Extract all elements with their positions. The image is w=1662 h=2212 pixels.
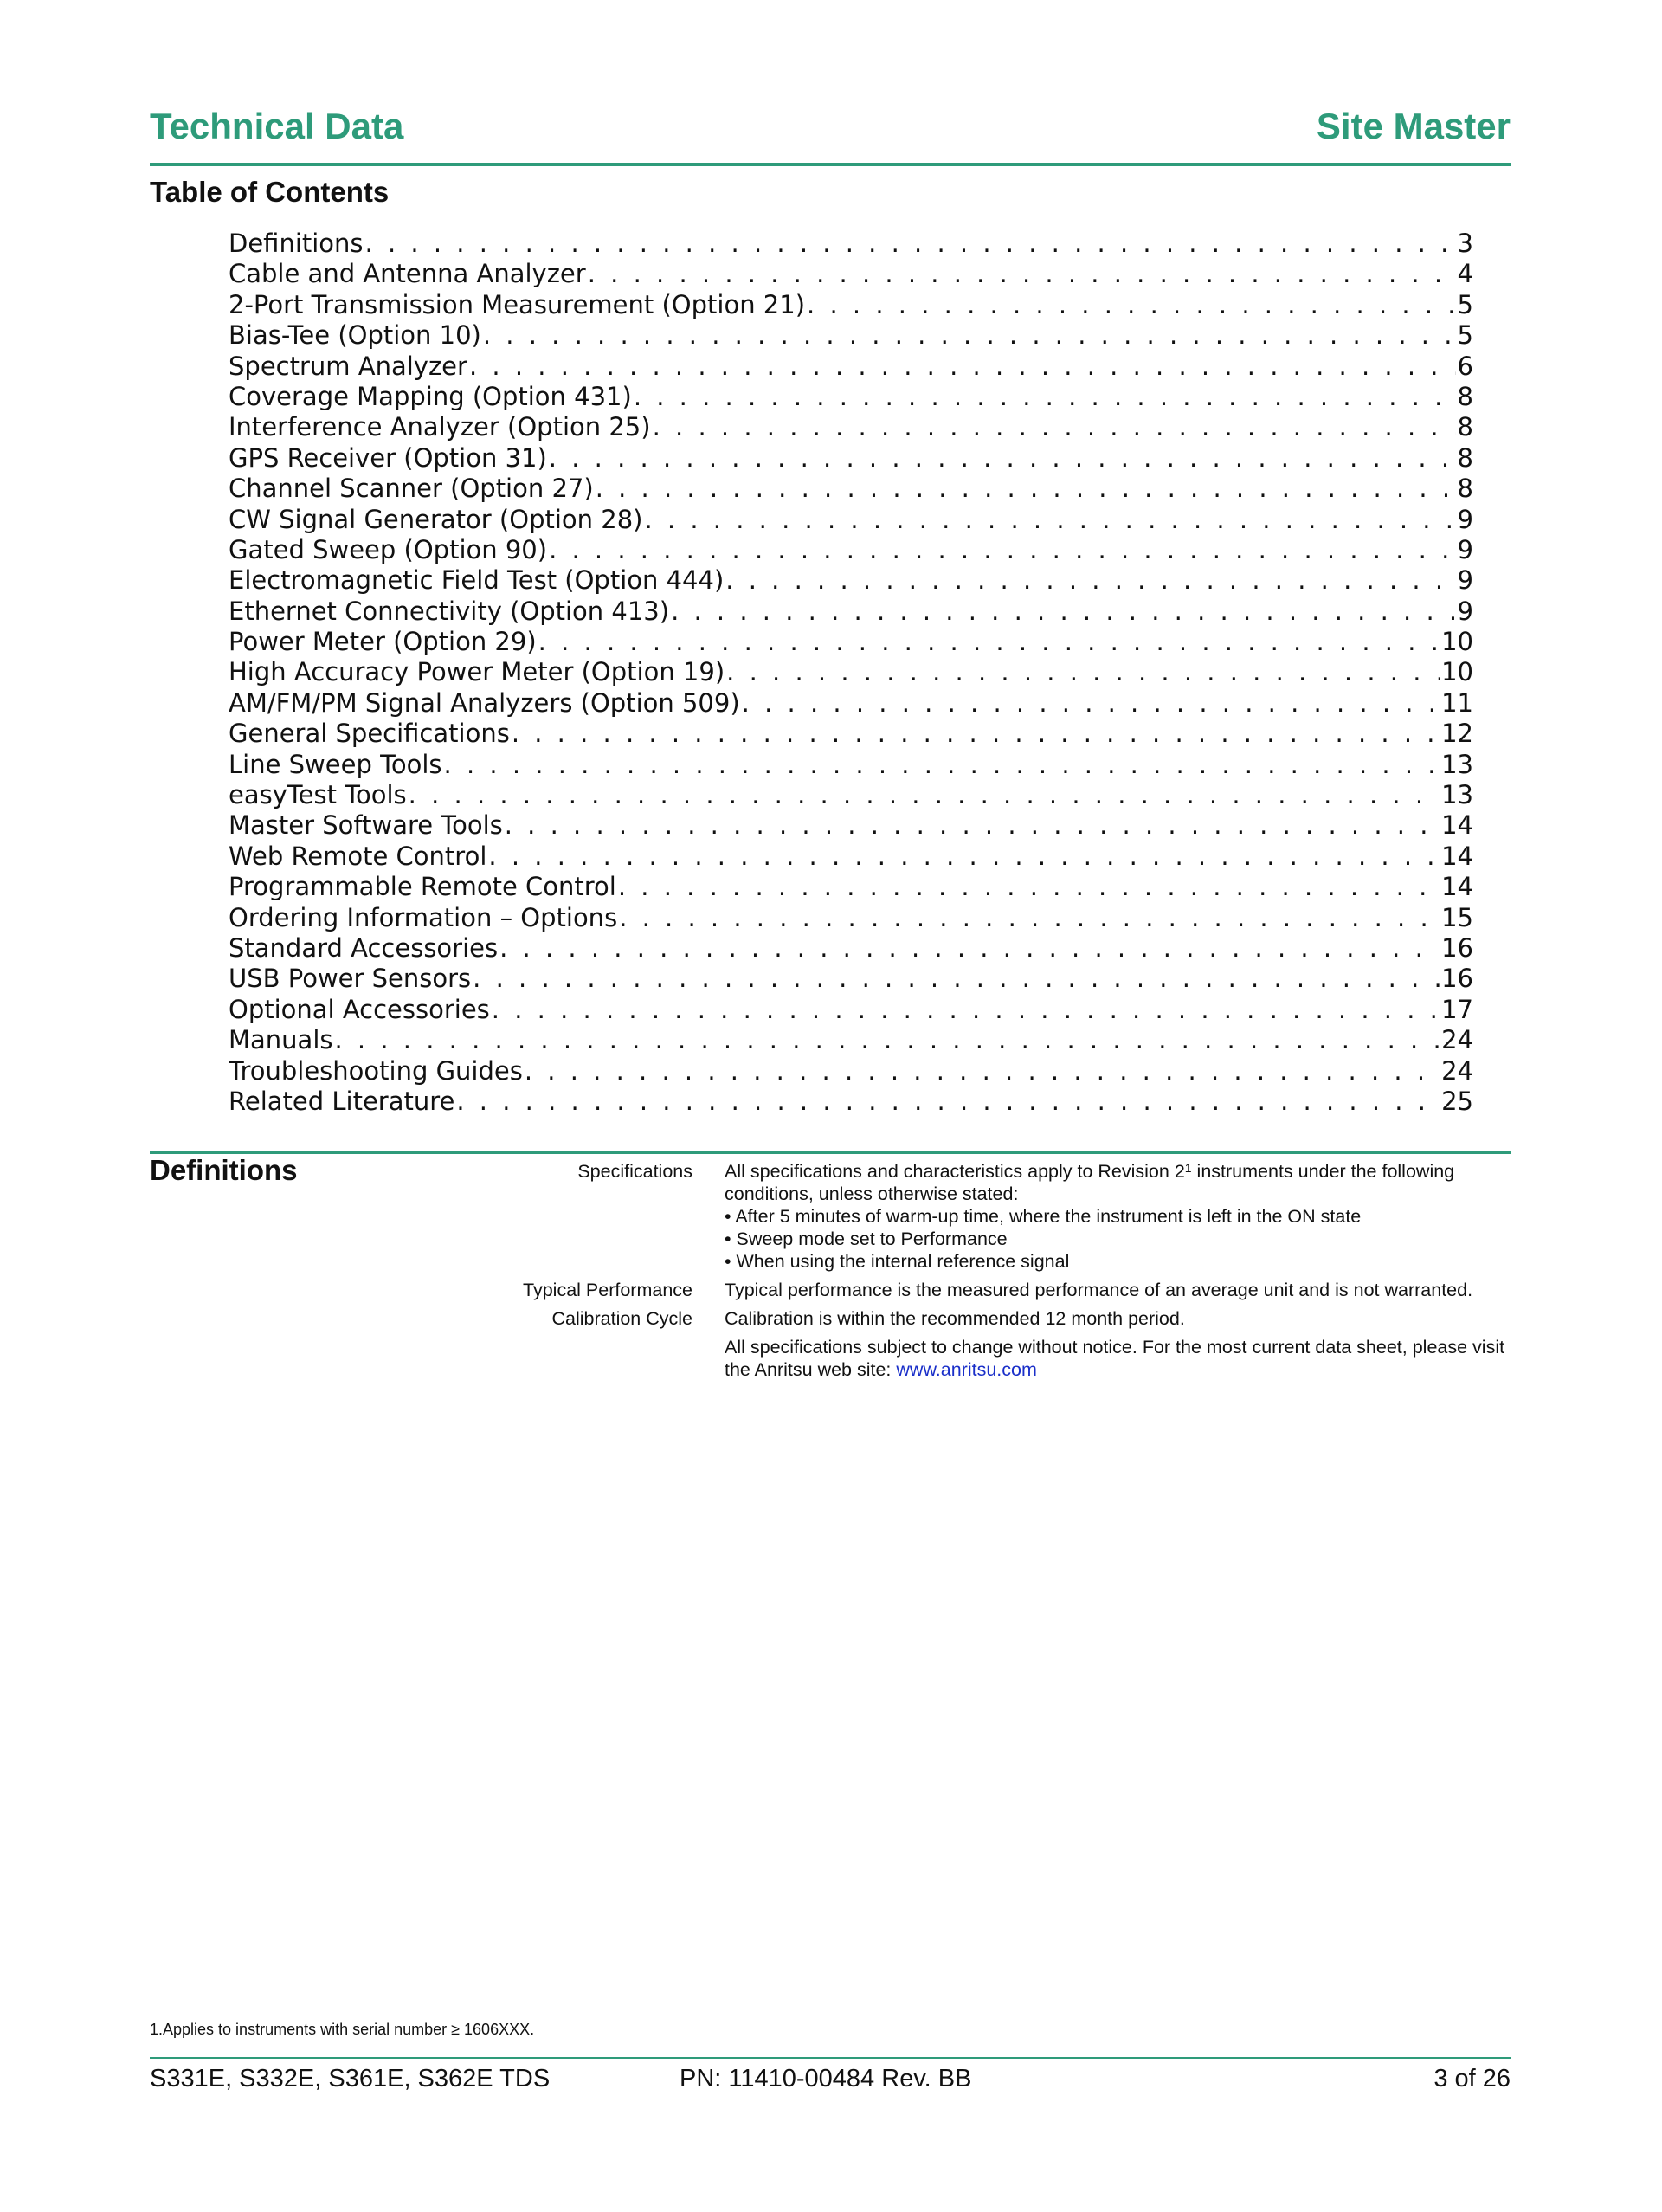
toc-entry-page: 8	[1457, 381, 1473, 411]
toc-entry[interactable]	[229, 903, 1473, 933]
toc-entry-page: 12	[1441, 719, 1473, 749]
specifications-text-part: instruments under the following conditions, unless otherwise stated:	[725, 1161, 1455, 1204]
toc-dot-leader	[444, 750, 1440, 780]
section-divider	[150, 1151, 1511, 1154]
footer-page-number: 3 of 26	[1433, 2065, 1511, 2093]
page-header	[150, 102, 1511, 166]
toc-entry-page: 8	[1457, 442, 1473, 473]
toc-entry-page: 8	[1457, 474, 1473, 504]
toc-dot-leader	[807, 290, 1456, 320]
toc-dot-leader	[596, 474, 1456, 504]
specifications-text-part: All specifications and characteristics apply to Revision 2	[725, 1161, 1185, 1182]
document-type-title: Technical Data	[150, 106, 404, 146]
toc-entry-label: Related Literature	[229, 1086, 455, 1116]
definition-term: Typical Performance	[523, 1280, 692, 1300]
page	[150, 0, 1511, 2212]
toc-entry[interactable]	[229, 290, 1473, 320]
toc-entry[interactable]	[229, 597, 1473, 627]
condition-bullet: • When using the internal reference signal	[725, 1250, 1511, 1273]
toc-entry-label: General Specifications	[229, 719, 510, 749]
toc-entry-page: 16	[1441, 932, 1473, 963]
toc-entry-page: 24	[1441, 1025, 1473, 1055]
toc-entry[interactable]	[229, 259, 1473, 289]
toc-dot-leader	[409, 780, 1440, 810]
page-footer	[150, 2057, 1511, 2102]
toc-entry[interactable]	[229, 1087, 1473, 1117]
toc-entry-label: Coverage Mapping (Option 431)	[229, 381, 632, 411]
toc-entry[interactable]	[229, 872, 1473, 902]
toc-entry-page: 10	[1441, 627, 1473, 657]
toc-entry[interactable]	[229, 750, 1473, 780]
toc-dot-leader	[492, 995, 1440, 1025]
toc-entry[interactable]	[229, 443, 1473, 474]
product-title: Site Master	[1316, 106, 1511, 146]
definition-row-calibration	[314, 1307, 1511, 1330]
toc-entry[interactable]	[229, 933, 1473, 964]
toc-entry-label: AM/FM/PM Signal Analyzers (Option 509)	[229, 687, 740, 718]
toc-dot-leader	[619, 903, 1440, 933]
toc-dot-leader	[473, 964, 1440, 994]
condition-bullet: • After 5 minutes of warm-up time, where the instrument is left in the ON state	[725, 1205, 1511, 1228]
toc-entry-label: Definitions	[229, 229, 364, 258]
toc-dot-leader	[634, 382, 1456, 412]
footnote-marker: 1	[1184, 1161, 1192, 1175]
toc-entry-page: 10	[1441, 657, 1473, 687]
toc-entry-page: 8	[1457, 412, 1473, 442]
toc-entry-page: 9	[1457, 565, 1473, 596]
toc-entry-label: High Accuracy Power Meter (Option 19)	[229, 657, 725, 687]
toc-dot-leader	[469, 351, 1456, 382]
toc-entry-label: Power Meter (Option 29)	[229, 627, 537, 657]
toc-entry-page: 15	[1441, 902, 1473, 932]
toc-entry-label: CW Signal Generator (Option 28)	[229, 504, 643, 534]
definition-term: Specifications	[577, 1161, 692, 1182]
toc-entry[interactable]	[229, 1056, 1473, 1087]
toc-entry-label: Master Software Tools	[229, 810, 503, 841]
definition-row-notice	[314, 1336, 1511, 1381]
anritsu-website-link[interactable]: www.anritsu.com	[896, 1359, 1037, 1380]
definition-description: Calibration is within the recommended 12 month period.	[725, 1308, 1185, 1329]
toc-entry-label: Electromagnetic Field Test (Option 444)	[229, 565, 725, 596]
toc-dot-leader	[505, 810, 1440, 841]
toc-entry[interactable]	[229, 627, 1473, 657]
toc-entry-page: 9	[1457, 504, 1473, 534]
definition-term: Calibration Cycle	[551, 1308, 692, 1329]
toc-entry-label: Spectrum Analyzer	[229, 351, 467, 381]
definitions-heading: Definitions	[150, 1154, 298, 1186]
toc-entry-page: 11	[1441, 687, 1473, 718]
toc-entry-label: Web Remote Control	[229, 841, 487, 871]
toc-entry-page: 13	[1441, 780, 1473, 810]
toc-entry-page: 9	[1457, 596, 1473, 626]
notice-text-part: All specifications subject to change without notice. For the most current data sheet, please visit the Anritsu web site:	[725, 1337, 1505, 1380]
toc-entry-page: 25	[1441, 1086, 1473, 1116]
condition-bullet: • Sweep mode set to Performance	[725, 1228, 1511, 1250]
toc-dot-leader	[653, 412, 1456, 442]
toc-dot-leader	[588, 259, 1456, 289]
footnote: 1.Applies to instruments with serial number ≥ 1606XXX.	[150, 2021, 535, 2038]
toc-dot-leader	[365, 229, 1456, 259]
definition-row-typical	[314, 1279, 1511, 1301]
toc-dot-leader	[742, 688, 1440, 719]
footer-model-numbers: S331E, S332E, S361E, S362E TDS	[150, 2065, 551, 2093]
table-of-contents	[229, 229, 1473, 1117]
toc-entry[interactable]	[229, 351, 1473, 382]
toc-entry-label: Bias-Tee (Option 10)	[229, 320, 481, 351]
specifications-text	[725, 1160, 1511, 1205]
toc-dot-leader	[335, 1025, 1440, 1055]
toc-dot-leader	[549, 535, 1455, 565]
toc-entry-label: Manuals	[229, 1025, 333, 1055]
toc-heading: Table of Contents	[150, 176, 390, 208]
definition-description	[725, 1160, 1511, 1273]
toc-entry-page: 14	[1441, 810, 1473, 841]
toc-entry[interactable]	[229, 229, 1473, 259]
toc-entry-label: USB Power Sensors	[229, 964, 472, 994]
definition-term-empty	[314, 1336, 692, 1381]
toc-dot-leader	[549, 443, 1456, 474]
toc-entry-label: Channel Scanner (Option 27)	[229, 474, 594, 504]
toc-dot-leader	[538, 627, 1440, 657]
toc-entry-page: 14	[1441, 841, 1473, 871]
toc-entry[interactable]	[229, 382, 1473, 412]
toc-dot-leader	[725, 565, 1455, 596]
toc-entry-page: 24	[1441, 1055, 1473, 1086]
toc-entry[interactable]	[229, 842, 1473, 872]
toc-dot-leader	[499, 933, 1440, 964]
toc-entry-label: Standard Accessories	[229, 932, 499, 963]
toc-entry-label: Gated Sweep (Option 90)	[229, 534, 548, 564]
toc-dot-leader	[456, 1087, 1440, 1117]
toc-entry-label: Line Sweep Tools	[229, 749, 442, 779]
toc-entry-page: 5	[1457, 320, 1473, 351]
toc-dot-leader	[618, 872, 1440, 902]
toc-entry-label: easyTest Tools	[229, 780, 407, 810]
footer-part-number: PN: 11410-00484 Rev. BB	[680, 2065, 972, 2093]
toc-entry[interactable]	[229, 688, 1473, 719]
toc-entry-page: 3	[1457, 229, 1473, 258]
toc-entry-label: 2-Port Transmission Measurement (Option 21)	[229, 289, 806, 319]
toc-dot-leader	[525, 1056, 1440, 1087]
toc-entry-label: Interference Analyzer (Option 25)	[229, 412, 651, 442]
toc-entry-page: 16	[1441, 964, 1473, 994]
toc-entry[interactable]	[229, 1025, 1473, 1055]
toc-dot-leader	[483, 320, 1456, 351]
toc-entry[interactable]	[229, 505, 1473, 535]
toc-entry-page: 14	[1441, 872, 1473, 902]
toc-entry-label: Ethernet Connectivity (Option 413)	[229, 596, 670, 626]
toc-entry-page: 9	[1457, 534, 1473, 564]
toc-entry-label: Optional Accessories	[229, 994, 490, 1024]
toc-entry-page: 13	[1441, 749, 1473, 779]
notice-text	[725, 1336, 1511, 1381]
toc-entry-label: GPS Receiver (Option 31)	[229, 442, 547, 473]
definition-row-specifications	[314, 1160, 1511, 1273]
toc-entry[interactable]	[229, 535, 1473, 565]
toc-entry[interactable]	[229, 657, 1473, 687]
definition-description: Typical performance is the measured performance of an average unit and is not warranted.	[725, 1280, 1473, 1300]
toc-dot-leader	[512, 719, 1440, 749]
toc-dot-leader	[671, 597, 1455, 627]
toc-entry[interactable]	[229, 995, 1473, 1025]
toc-dot-leader	[726, 657, 1440, 687]
toc-entry-label: Ordering Information – Options	[229, 902, 618, 932]
definitions-block	[314, 1160, 1511, 1387]
toc-entry-page: 6	[1457, 351, 1473, 381]
toc-entry[interactable]	[229, 810, 1473, 841]
toc-entry-label: Cable and Antenna Analyzer	[229, 259, 586, 289]
toc-entry-page: 4	[1457, 259, 1473, 289]
toc-dot-leader	[644, 505, 1455, 535]
toc-entry[interactable]	[229, 964, 1473, 994]
toc-entry[interactable]	[229, 320, 1473, 351]
toc-entry-page: 17	[1441, 994, 1473, 1024]
toc-entry-label: Programmable Remote Control	[229, 872, 616, 902]
toc-dot-leader	[488, 842, 1440, 872]
toc-entry-page: 5	[1457, 289, 1473, 319]
toc-entry-label: Troubleshooting Guides	[229, 1055, 523, 1086]
toc-entry[interactable]	[229, 474, 1473, 504]
toc-entry[interactable]	[229, 780, 1473, 810]
toc-entry[interactable]	[229, 412, 1473, 442]
toc-entry[interactable]	[229, 719, 1473, 749]
toc-entry[interactable]	[229, 565, 1473, 596]
